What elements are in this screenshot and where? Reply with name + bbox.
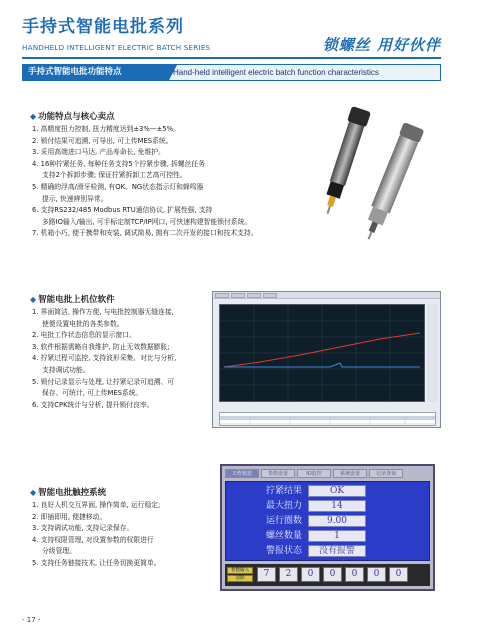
list-item: 1. 良好人机交互界面, 操作简单, 运行稳定;	[32, 501, 161, 509]
list-item: 2. 锁付结果可追溯, 可导出, 可上传MES系统。	[32, 136, 173, 145]
status-value: 1	[308, 530, 366, 542]
toolbar-button	[215, 293, 229, 298]
list-item: 分级管理。	[42, 547, 76, 556]
status-label: 拧紧结果	[265, 486, 302, 496]
digit-cell[interactable]: 0	[323, 567, 342, 582]
list-item: 6. 支持RS232/485 Modbus RTU通信协议, 扩展性强, 支持	[32, 206, 213, 215]
tab-system[interactable]: 系统设置	[333, 469, 367, 478]
touch-bottom-bar	[225, 564, 430, 586]
parameter-input-button[interactable]: 参数输入	[227, 567, 253, 574]
list-item: 3. 采用高端进口马达, 产品寿命长, 免维护。	[32, 148, 165, 157]
waveform-plot	[219, 304, 425, 402]
header-rule	[22, 57, 441, 59]
software-list	[32, 307, 176, 411]
list-item: 6. 支持CPK统计与分析, 提升锁付良率。	[32, 400, 154, 409]
digit-cell[interactable]: 2	[279, 567, 298, 582]
list-item: 4. 支持权限管理, 对设置参数的权限进行	[32, 535, 154, 544]
touch-buttons	[227, 567, 253, 583]
list-item: 7. 机箱小巧, 便于携带和安装, 调试简易, 拥有二次开发的接口和技术支持。	[32, 229, 258, 238]
status-value: 9.00	[308, 515, 366, 527]
list-item: 2. 即插即用, 便捷移动。	[32, 512, 107, 521]
list-item: 5. 锁付记录显示与处理, 让拧紧记录可追溯、可	[32, 377, 175, 386]
banner-title-en: Hand-held intelligent electric batch function characteristics	[173, 68, 379, 77]
digit-display	[257, 567, 408, 582]
list-item: 4. 拧紧过程可监控, 支持波形采集、对比与分析,	[32, 354, 177, 363]
toolbar-button	[263, 293, 277, 298]
diamond-icon: ◆	[30, 295, 37, 304]
touch-list	[32, 500, 161, 570]
list-item: 多路IO输入/输出, 可手标定制TCP/IP网口, 可快速构建智能锁付系统。	[42, 217, 252, 226]
page-title: 手持式智能电批系列	[22, 17, 184, 37]
digit-cell[interactable]: 0	[345, 567, 364, 582]
touchscreen-panel	[220, 464, 435, 591]
list-item: 1. 高精度扭力控制, 扭力精度达到±3%—±5%。	[32, 125, 180, 133]
list-item: 提示, 快速辨别异常。	[42, 194, 108, 203]
list-item: 4. 16种拧紧任务, 每种任务支持5个拧紧步骤, 拆螺丝任务	[32, 159, 205, 168]
records-table	[219, 412, 436, 426]
status-label: 最大扭力	[265, 501, 302, 511]
touch-tabs	[225, 469, 403, 479]
software-toolbar	[213, 292, 440, 299]
list-item: 保存、可统计, 可上传MES系统。	[42, 389, 143, 398]
tab-parameters[interactable]: 参数设置	[261, 469, 295, 478]
tab-io-monitor[interactable]: IO监控	[297, 469, 331, 478]
tab-records[interactable]: 记录查询	[369, 469, 403, 478]
status-value: 没有报警	[308, 545, 366, 557]
toolbar-button	[247, 293, 261, 298]
list-item: 支持调试功能。	[42, 365, 90, 374]
section-features-heading: ◆ 功能特点与核心卖点	[30, 112, 115, 122]
software-sidebar	[427, 304, 438, 402]
slogan: 锁螺丝 用好伙伴	[322, 36, 441, 54]
list-item: 5. 支持任务链接技术, 让任务切换更简单。	[32, 558, 161, 567]
banner-title-cn: 手持式智能电批功能特点	[23, 65, 169, 80]
list-item: 1. 界面简洁, 操作方便, 与电批控制器无缝连接,	[32, 308, 174, 316]
feature-banner	[22, 64, 441, 81]
status-value: 14	[308, 500, 366, 512]
software-legend	[219, 404, 425, 410]
digit-cell[interactable]: 7	[257, 567, 276, 582]
page-subtitle: HANDHELD INTELLIGENT ELECTRIC BATCH SERIES	[22, 43, 211, 52]
list-item: 5. 精确的浮高/滑牙检测, 有OK、NG状态指示灯和蜂鸣器	[32, 182, 204, 191]
status-label: 运行圈数	[265, 516, 302, 526]
list-item: 3. 软件根据需略自我维护, 防止无效数据膨胀;	[32, 342, 170, 351]
diamond-icon: ◆	[30, 488, 37, 497]
clear-button[interactable]: 清除	[227, 575, 253, 582]
status-label: 螺丝数量	[265, 531, 302, 541]
digit-cell[interactable]: 0	[389, 567, 408, 582]
section-touch-heading: ◆ 智能电批触控系统	[30, 488, 107, 498]
list-item: 使便设置电批的各类参数。	[42, 319, 124, 328]
page-number: - 17 -	[22, 616, 41, 624]
feature-list	[32, 124, 258, 240]
list-item: 支持2个拆卸步骤; 保证拧紧拆卸工艺高可控性。	[42, 171, 187, 180]
list-item: 2. 电批工作状态信息的显示窗口。	[32, 331, 136, 340]
tab-work-status[interactable]: 工作状态	[225, 469, 259, 478]
digit-cell[interactable]: 0	[367, 567, 386, 582]
toolbar-button	[231, 293, 245, 298]
list-item: 3. 支持调试功能, 支持记录保存。	[32, 524, 134, 533]
status-panel	[225, 481, 430, 561]
status-value: OK	[308, 485, 366, 497]
status-label: 警报状态	[265, 546, 302, 556]
screwdriver-image	[292, 100, 442, 250]
diamond-icon: ◆	[30, 112, 37, 121]
section-software-heading: ◆ 智能电批上机位软件	[30, 295, 115, 305]
digit-cell[interactable]: 0	[301, 567, 320, 582]
software-screenshot	[212, 291, 441, 428]
